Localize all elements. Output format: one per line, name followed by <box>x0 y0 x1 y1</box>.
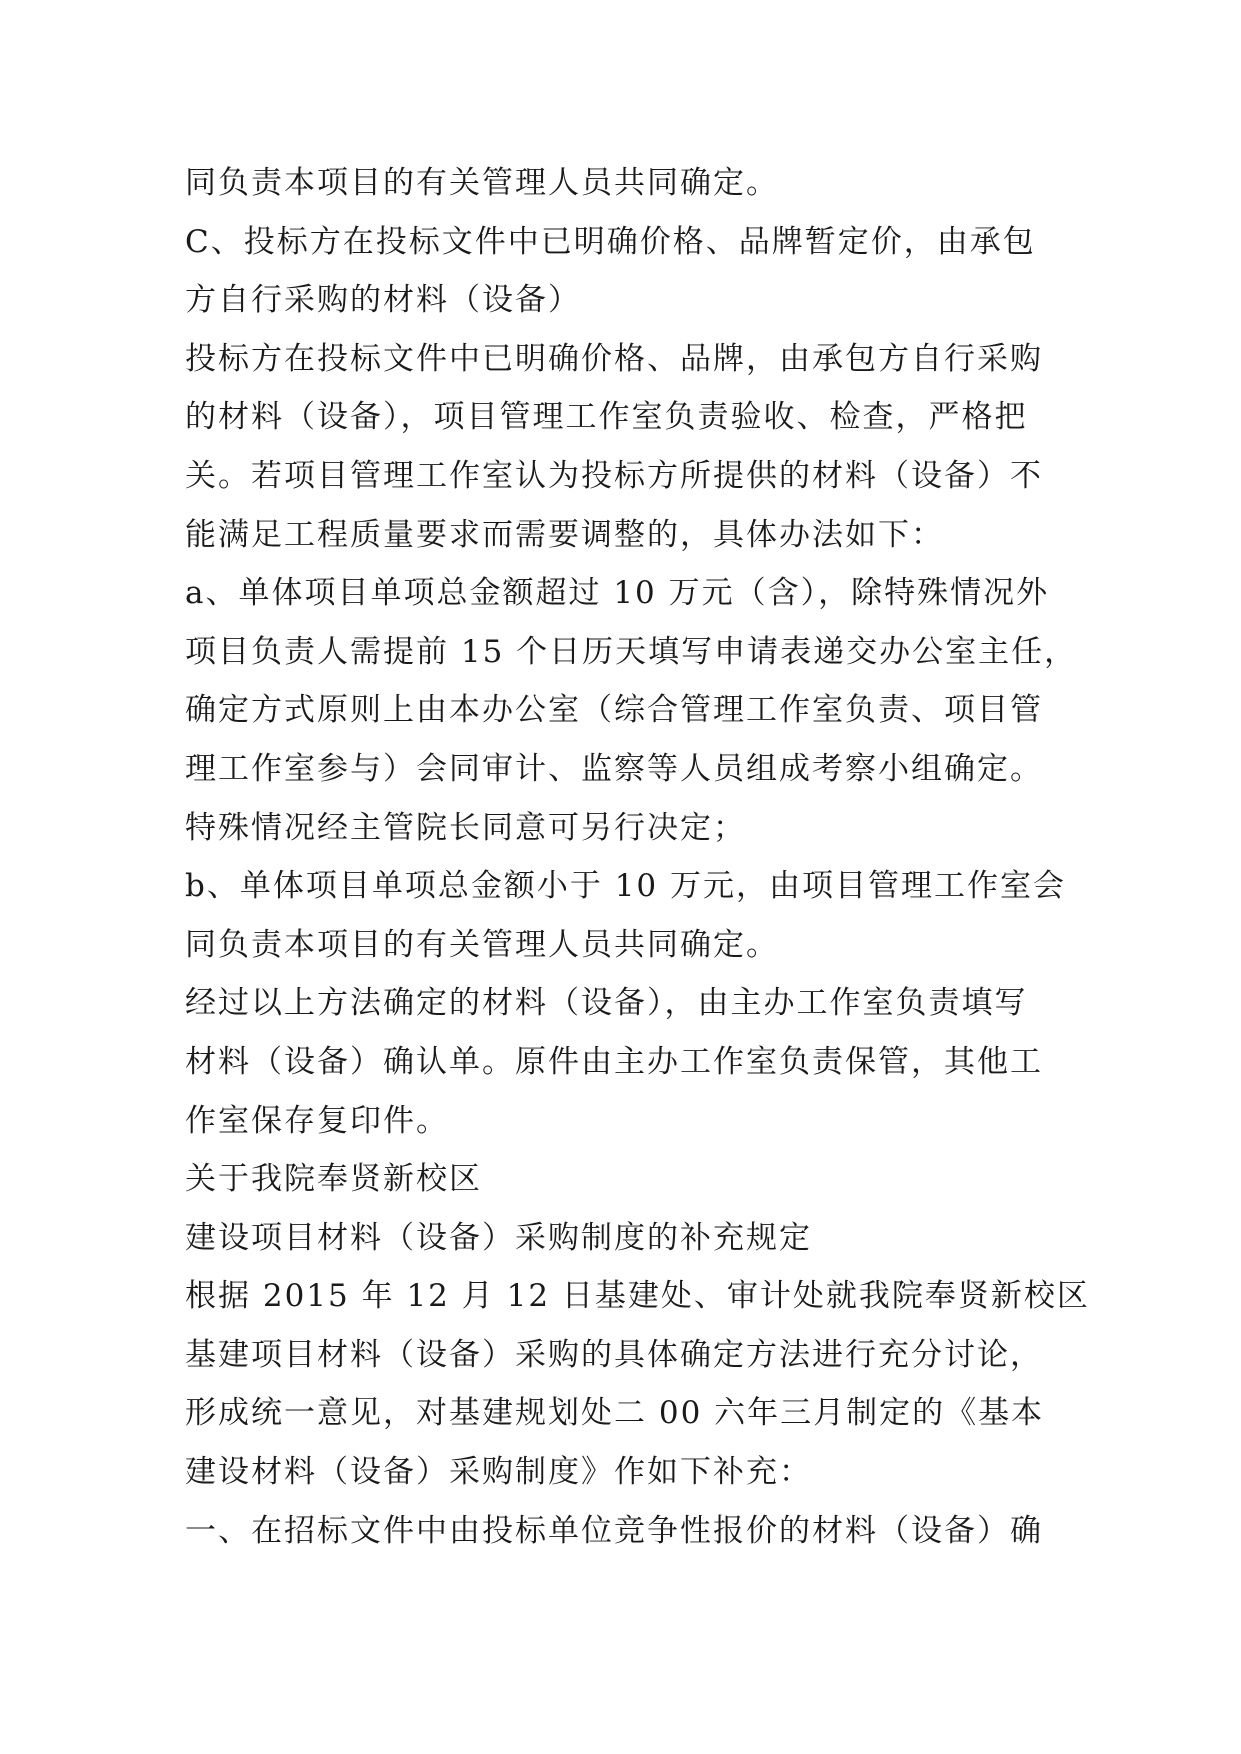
text-line: 方自行采购的材料（设备） <box>185 282 581 319</box>
text-line: 特殊情况经主管院长同意可另行决定； <box>185 809 746 846</box>
text-line: 项目负责人需提前 15 个日历天填写申请表递交办公室主任， <box>185 633 1078 670</box>
text-line: 同负责本项目的有关管理人员共同确定。 <box>185 165 779 201</box>
text-line: 根据 2015 年 12 月 12 日基建处、审计处就我院奉贤新校区 <box>185 1278 1090 1315</box>
document-body <box>185 154 1090 1560</box>
text-line: 形成统一意见，对基建规划处二 00 六年三月制定的《基本 <box>185 1395 1045 1432</box>
text-line: a、单体项目单项总金额超过 10 万元（含），除特殊情况外 <box>185 575 1050 612</box>
text-line: 材料（设备）确认单。原件由主办工作室负责保管，其他工 <box>185 1043 1043 1080</box>
text-line: 能满足工程质量要求而需要调整的，具体办法如下： <box>185 516 944 553</box>
section-title-line: 建设项目材料（设备）采购制度的补充规定 <box>185 1219 812 1256</box>
text-line: 建设材料（设备）采购制度》作如下补充： <box>185 1454 812 1491</box>
text-line: 作室保存复印件。 <box>185 1102 449 1139</box>
text-line: b、单体项目单项总金额小于 10 万元，由项目管理工作室会 <box>185 868 1066 905</box>
text-line: 关。若项目管理工作室认为投标方所提供的材料（设备）不 <box>185 457 1043 494</box>
text-line: 投标方在投标文件中已明确价格、品牌，由承包方自行采购 <box>185 340 1043 377</box>
text-line: 基建项目材料（设备）采购的具体确定方法进行充分讨论， <box>185 1336 1043 1373</box>
text-line: C、投标方在投标文件中已明确价格、品牌暂定价，由承包 <box>185 223 1036 260</box>
text-line: 确定方式原则上由本办公室（综合管理工作室负责、项目管 <box>185 692 1043 729</box>
section-title-line: 关于我院奉贤新校区 <box>185 1161 482 1198</box>
text-line: 一、在招标文件中由投标单位竞争性报价的材料（设备）确 <box>185 1512 1043 1549</box>
text-line: 同负责本项目的有关管理人员共同确定。 <box>185 926 779 963</box>
text-line: 理工作室参与）会同审计、监察等人员组成考察小组确定。 <box>185 750 1043 787</box>
text-line: 经过以上方法确定的材料（设备），由主办工作室负责填写 <box>185 985 1028 1022</box>
text-line: 的材料（设备），项目管理工作室负责验收、检查，严格把 <box>185 399 1028 436</box>
